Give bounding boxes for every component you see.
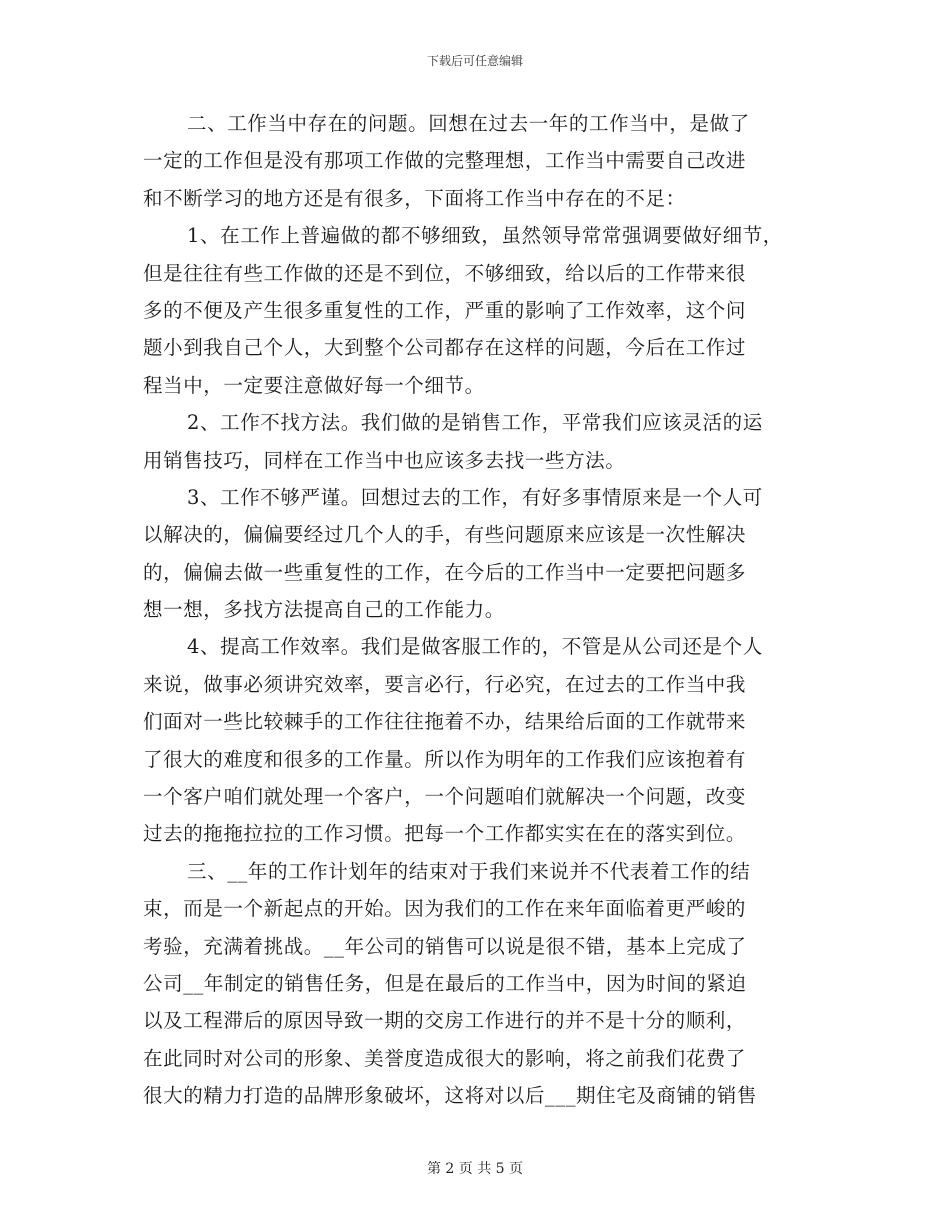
text-line: 束，而是一个新起点的开始。因为我们的工作在来年面临着更严峻的 <box>143 897 747 921</box>
text-line: 和不断学习的地方还是有很多，下面将工作当中存在的不足： <box>143 186 686 210</box>
text-line: 但是往往有些工作做的还是不到位，不够细致，给以后的工作带来很 <box>143 261 747 285</box>
text-line: 来说，做事必须讲究效率，要言必行，行必究，在过去的工作当中我 <box>143 672 747 696</box>
text-line: 的，偏偏去做一些重复性的工作，在今后的工作当中一定要把问题多 <box>143 560 747 584</box>
page-number: 第 2 页 共 5 页 <box>426 1161 524 1177</box>
text-line: 用销售技巧，同样在工作当中也应该多去找一些方法。 <box>143 448 626 472</box>
text-line: 1、在工作上普遍做的都不够细致，虽然领导常常强调要做好细节， <box>187 224 783 248</box>
text-line: 们面对一些比较棘手的工作往往拖着不办，结果给后面的工作就带来 <box>143 710 747 734</box>
text-line: 以及工程滞后的原因导致一期的交房工作进行的并不是十分的顺利， <box>143 1009 747 1033</box>
text-line: 以解决的，偏偏要经过几个人的手，有些问题原来应该是一次性解决 <box>143 523 747 547</box>
text-line: 考验，充满着挑战。__年公司的销售可以说是很不错，基本上完成了 <box>143 934 747 958</box>
text-line: 3、工作不够严谨。回想过去的工作，有好多事情原来是一个人可 <box>187 485 763 509</box>
text-line: 多的不便及产生很多重复性的工作，严重的影响了工作效率，这个问 <box>143 298 747 322</box>
text-line: 一个客户咱们就处理一个客户，一个问题咱们就解决一个问题，改变 <box>143 785 747 809</box>
text-line: 程当中，一定要注意做好每一个细节。 <box>143 373 485 397</box>
text-line: 三、__年的工作计划年的结束对于我们来说并不代表着工作的结 <box>187 859 751 883</box>
text-line: 一定的工作但是没有那项工作做的完整理想，工作当中需要自己改进 <box>143 149 747 173</box>
text-line: 想一想，多找方法提高自己的工作能力。 <box>143 598 505 622</box>
text-line: 在此同时对公司的形象、美誉度造成很大的影响，将之前我们花费了 <box>143 1046 747 1070</box>
text-line: 公司__年制定的销售任务，但是在最后的工作当中，因为时间的紧迫 <box>143 971 747 995</box>
text-line: 题小到我自己个人，大到整个公司都存在这样的问题，今后在工作过 <box>143 336 747 360</box>
text-line: 了很大的难度和很多的工作量。所以作为明年的工作我们应该抱着有 <box>143 747 747 771</box>
text-line: 过去的拖拖拉拉的工作习惯。把每一个工作都实实在在的落实到位。 <box>143 822 747 846</box>
text-line: 2、工作不找方法。我们做的是销售工作，平常我们应该灵活的运 <box>187 411 763 435</box>
text-line: 4、提高工作效率。我们是做客服工作的，不管是从公司还是个人 <box>187 635 763 659</box>
page-header: 下载后可任意编辑 <box>426 54 523 68</box>
text-line: 二、工作当中存在的问题。回想在过去一年的工作当中，是做了 <box>187 112 750 135</box>
document-body <box>143 105 815 1115</box>
text-line: 很大的精力打造的品牌形象破坏，这将对以后___期住宅及商铺的销售 <box>143 1084 757 1108</box>
